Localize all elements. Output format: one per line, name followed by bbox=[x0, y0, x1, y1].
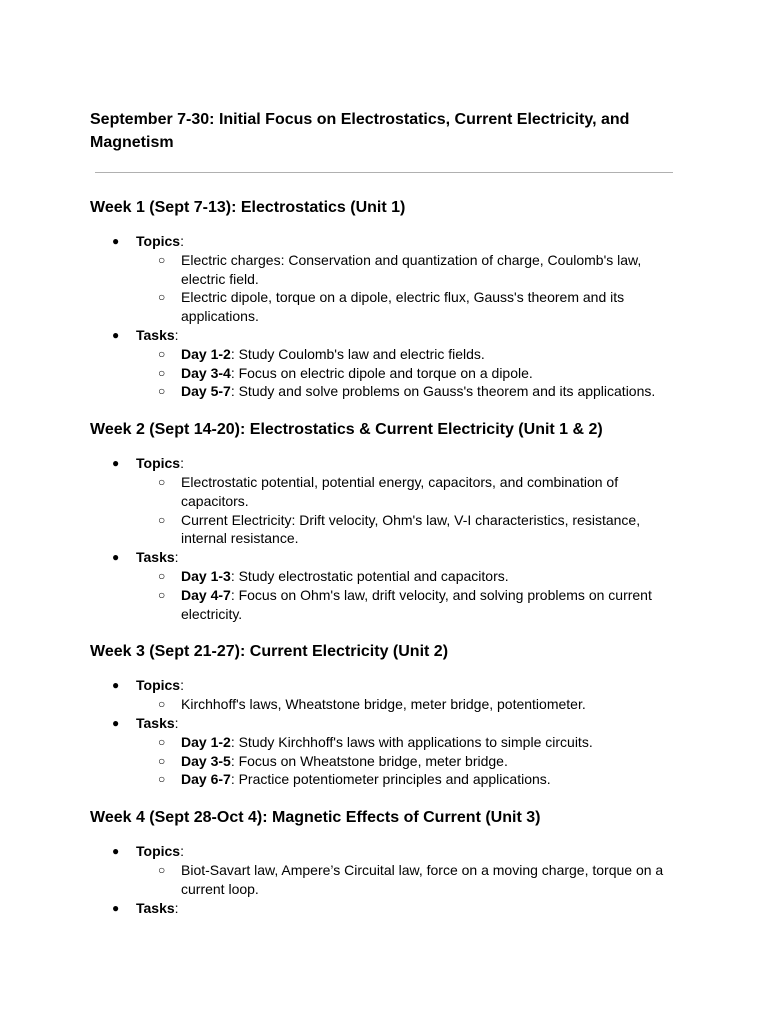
task-day-label: Day 3-4 bbox=[181, 364, 231, 381]
filled-bullet-icon: ● bbox=[112, 234, 120, 248]
hollow-bullet-icon: ○ bbox=[158, 568, 166, 583]
task-day-label: Day 1-3 bbox=[181, 567, 231, 584]
tasks-list-item bbox=[90, 548, 680, 623]
topics-label: Topics bbox=[136, 843, 181, 860]
task-item bbox=[136, 382, 680, 401]
topics-list-item bbox=[90, 676, 680, 714]
week-heading: Week 2 (Sept 14-20): Electrostatics & Current Electricity (Unit 1 & 2) bbox=[90, 421, 603, 439]
topic-item bbox=[136, 251, 680, 289]
task-text: : Study Kirchhoff's laws with applications to simple circuits. bbox=[230, 733, 593, 750]
topics-sublist bbox=[136, 695, 680, 714]
filled-bullet-icon: ● bbox=[112, 678, 120, 693]
topic-text: Biot-Savart law, Ampere’s Circuital law, force on a moving charge, torque on a current loop. bbox=[181, 861, 664, 897]
task-text: : Focus on Ohm's law, drift velocity, and solving problems on current electricity. bbox=[181, 586, 652, 622]
filled-bullet-icon: ● bbox=[112, 900, 120, 915]
hollow-bullet-icon: ○ bbox=[158, 365, 166, 380]
tasks-label: Tasks bbox=[136, 549, 175, 566]
page-title: September 7-30: Initial Focus on Electrostatics, Current Electricity, and Magnetism bbox=[90, 111, 630, 151]
topics-sublist bbox=[136, 861, 680, 899]
task-item bbox=[136, 586, 680, 624]
topic-text: Electric dipole, torque on a dipole, electric flux, Gauss's theorem and its applications. bbox=[181, 289, 625, 325]
task-day-label: Day 4-7 bbox=[181, 586, 231, 603]
topic-item bbox=[136, 511, 680, 549]
filled-bullet-icon: ● bbox=[112, 327, 120, 342]
colon-text: : bbox=[180, 677, 184, 694]
hollow-bullet-icon: ○ bbox=[158, 734, 166, 749]
topics-label: Topics bbox=[136, 233, 181, 249]
colon-text: : bbox=[180, 843, 184, 860]
topic-text: Electric charges: Conservation and quantization of charge, Coulomb's law, electric field. bbox=[181, 251, 642, 287]
task-day-label: Day 1-2 bbox=[181, 733, 231, 750]
week-section bbox=[90, 197, 680, 401]
filled-bullet-icon: ● bbox=[112, 550, 120, 565]
tasks-sublist bbox=[136, 345, 680, 401]
topic-text: Electrostatic potential, potential energy, capacitors, and combination of capacitors. bbox=[181, 473, 619, 509]
week-outline-list bbox=[90, 676, 680, 789]
task-text: : Study and solve problems on Gauss's theorem and its applications. bbox=[230, 383, 656, 400]
tasks-sublist bbox=[136, 567, 680, 623]
task-item bbox=[136, 770, 680, 789]
tasks-label: Tasks bbox=[136, 714, 175, 731]
colon-text: : bbox=[180, 233, 184, 249]
week-heading: Week 4 (Sept 28-Oct 4): Magnetic Effects of Current (Unit 3) bbox=[90, 809, 541, 827]
topics-list-item bbox=[90, 232, 680, 326]
task-day-label: Day 3-5 bbox=[181, 752, 231, 769]
task-item bbox=[136, 567, 680, 586]
task-text: : Focus on electric dipole and torque on a dipole. bbox=[230, 364, 533, 381]
topic-text: Current Electricity: Drift velocity, Ohm's law, V-I characteristics, resistance, internal resistance. bbox=[181, 511, 641, 547]
colon-text: : bbox=[174, 326, 179, 343]
colon-text: : bbox=[174, 549, 179, 566]
hollow-bullet-icon: ○ bbox=[158, 862, 166, 877]
task-text: : Practice potentiometer principles and applications. bbox=[230, 771, 551, 788]
colon-text: : bbox=[180, 455, 184, 472]
task-day-label: Day 5-7 bbox=[181, 383, 231, 400]
hollow-bullet-icon: ○ bbox=[158, 290, 166, 305]
topic-item bbox=[136, 473, 680, 511]
task-item bbox=[136, 364, 680, 383]
hollow-bullet-icon: ○ bbox=[158, 753, 166, 768]
filled-bullet-icon: ● bbox=[112, 844, 120, 859]
hollow-bullet-icon: ○ bbox=[158, 474, 166, 489]
document-page bbox=[90, 108, 680, 917]
tasks-sublist bbox=[136, 733, 680, 789]
filled-bullet-icon: ● bbox=[112, 456, 120, 471]
tasks-list-item bbox=[90, 326, 680, 401]
hollow-bullet-icon: ○ bbox=[158, 587, 166, 602]
topic-item bbox=[136, 288, 680, 326]
week-section bbox=[90, 419, 680, 623]
task-item bbox=[136, 752, 680, 771]
weeks-container bbox=[90, 197, 680, 917]
task-text: : Study electrostatic potential and capacitors. bbox=[230, 567, 509, 584]
task-day-label: Day 1-2 bbox=[181, 345, 231, 362]
hollow-bullet-icon: ○ bbox=[158, 252, 166, 267]
hollow-bullet-icon: ○ bbox=[158, 772, 166, 787]
week-section bbox=[90, 641, 680, 789]
topic-item bbox=[136, 861, 680, 899]
topics-sublist bbox=[136, 251, 680, 326]
week-outline-list bbox=[90, 842, 680, 917]
task-day-label: Day 6-7 bbox=[181, 771, 231, 788]
task-item bbox=[136, 733, 680, 752]
hollow-bullet-icon: ○ bbox=[158, 346, 166, 361]
week-heading: Week 1 (Sept 7-13): Electrostatics (Unit 1) bbox=[90, 199, 406, 216]
tasks-label: Tasks bbox=[136, 326, 175, 343]
hollow-bullet-icon: ○ bbox=[158, 697, 166, 712]
task-text: : Focus on Wheatstone bridge, meter bridge. bbox=[230, 752, 508, 769]
hollow-bullet-icon: ○ bbox=[158, 384, 166, 399]
hollow-bullet-icon: ○ bbox=[158, 512, 166, 527]
topics-label: Topics bbox=[136, 677, 181, 694]
colon-text: : bbox=[174, 714, 179, 731]
colon-text: : bbox=[174, 899, 179, 916]
task-item bbox=[136, 345, 680, 364]
topics-list-item bbox=[90, 454, 680, 548]
tasks-label: Tasks bbox=[136, 899, 175, 916]
topic-item bbox=[136, 695, 680, 714]
tasks-list-item bbox=[90, 899, 680, 918]
topics-label: Topics bbox=[136, 455, 181, 472]
topic-text: Kirchhoff's laws, Wheatstone bridge, meter bridge, potentiometer. bbox=[181, 696, 586, 713]
week-outline-list bbox=[90, 454, 680, 623]
week-heading: Week 3 (Sept 21-27): Current Electricity (Unit 2) bbox=[90, 643, 449, 661]
week-section bbox=[90, 807, 680, 917]
task-text: : Study Coulomb's law and electric fields. bbox=[230, 345, 485, 362]
tasks-list-item bbox=[90, 714, 680, 789]
topics-sublist bbox=[136, 473, 680, 548]
topics-list-item bbox=[90, 842, 680, 898]
filled-bullet-icon: ● bbox=[112, 715, 120, 730]
horizontal-divider bbox=[95, 172, 673, 173]
week-outline-list bbox=[90, 232, 680, 401]
